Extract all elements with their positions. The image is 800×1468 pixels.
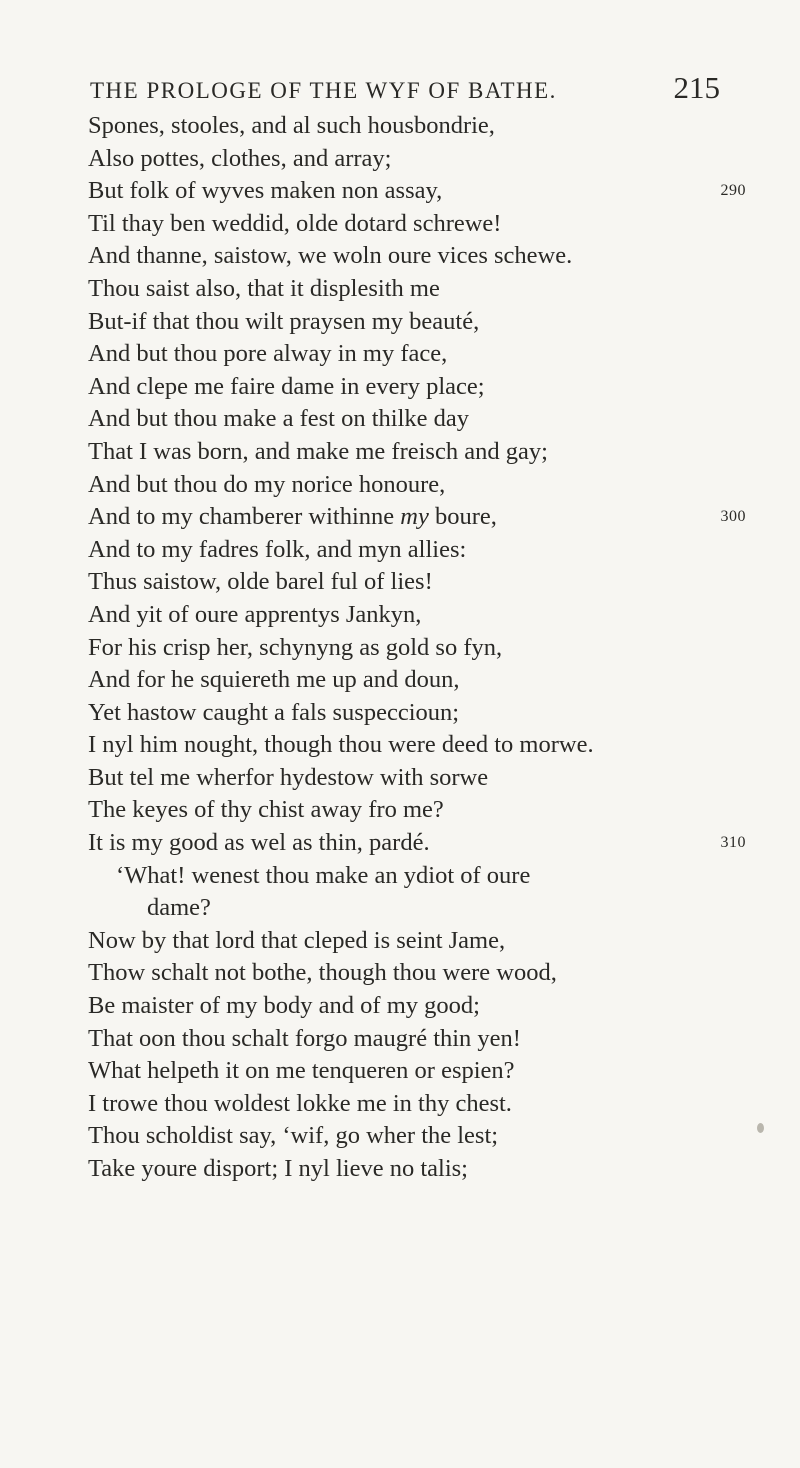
verse-line-italic: my — [400, 503, 429, 531]
verse-line-text: And but thou make a fest on thilke day — [88, 405, 470, 433]
verse-line-text: Thus saistow, olde barel ful of lies! — [88, 568, 433, 596]
verse-line-text: Thow schalt not bothe, though thou were wood, — [88, 959, 557, 987]
verse-line-text: It is my good as wel as thin, pardé. — [88, 829, 430, 857]
verse-line — [88, 110, 713, 143]
verse-text — [88, 110, 746, 1186]
verse-line-text: Thou scholdist say, ‘wif, go wher the lest; — [88, 1122, 499, 1150]
verse-line-text: Til thay ben weddid, olde dotard schrewe! — [88, 209, 502, 237]
verse-line-text: boure, — [428, 503, 497, 531]
verse-line — [88, 143, 713, 176]
verse-line-text: ‘What! wenest thou make an ydiot of oure — [116, 861, 531, 889]
verse-line — [88, 273, 713, 306]
verse-line-text: Take youre disport; I nyl lieve no talis; — [88, 1155, 468, 1182]
paper-speck — [757, 1123, 764, 1133]
verse-line — [88, 403, 713, 436]
verse-line — [88, 1055, 713, 1088]
verse-line — [88, 469, 713, 502]
verse-line — [88, 925, 713, 958]
verse-line — [88, 1088, 713, 1121]
line-number: 300 — [720, 508, 746, 526]
verse-line-text: And to my chamberer withinne — [88, 503, 401, 531]
verse-line-text: And clepe me faire dame in every place; — [88, 372, 485, 400]
running-head — [90, 70, 720, 106]
verse-line-text: Spones, stooles, and al such housbondrie, — [88, 112, 495, 139]
verse-line — [88, 729, 713, 762]
verse-line-text: And for he squiereth me up and doun, — [88, 666, 460, 694]
line-number: 290 — [720, 182, 746, 200]
verse-line-text: The keyes of thy chist away fro me? — [88, 796, 444, 824]
verse-line — [88, 794, 713, 827]
verse-line-text: But tel me wherfor hydestow with sorwe — [88, 763, 489, 791]
verse-line-text: I nyl him nought, though thou were deed to morwe. — [88, 731, 594, 759]
verse-line-text: That oon thou schalt forgo maugré thin yen! — [88, 1024, 521, 1052]
running-title: THE PROLOGE OF THE WYF OF BATHE. — [90, 78, 557, 103]
verse-line-text: And yit of oure apprentys Jankyn, — [88, 600, 422, 628]
verse-line-text: And to my fadres folk, and myn allies: — [88, 535, 467, 563]
verse-line — [88, 762, 713, 795]
verse-line — [88, 1023, 713, 1056]
verse-line-text: For his crisp her, schynyng as gold so fyn, — [88, 633, 503, 661]
verse-line — [88, 1153, 713, 1186]
verse-line — [88, 697, 713, 730]
verse-line-text: And but thou pore alway in my face, — [88, 340, 448, 368]
verse-line — [88, 664, 713, 697]
verse-line — [88, 208, 713, 241]
verse-line — [88, 501, 746, 534]
verse-line — [88, 371, 713, 404]
verse-line — [88, 990, 713, 1023]
page-number: 215 — [673, 70, 720, 105]
verse-line-text: But folk of wyves maken non assay, — [88, 177, 443, 205]
verse-line — [88, 175, 746, 208]
verse-line — [88, 534, 713, 567]
verse-line-text: Now by that lord that cleped is seint Jame, — [88, 926, 506, 954]
verse-line — [88, 892, 713, 925]
line-number: 310 — [720, 834, 746, 852]
verse-line-text: I trowe thou woldest lokke me in thy chest. — [88, 1089, 512, 1117]
verse-line — [88, 240, 713, 273]
verse-line-text: Also pottes, clothes, and array; — [88, 144, 392, 172]
verse-line — [88, 957, 713, 990]
verse-line — [88, 1120, 713, 1153]
verse-line — [88, 827, 746, 860]
verse-line — [88, 338, 713, 371]
verse-line — [88, 306, 713, 339]
verse-line-text: And but thou do my norice honoure, — [88, 470, 446, 498]
verse-line-text: dame? — [147, 894, 211, 922]
verse-line-text: Yet hastow caught a fals suspeccioun; — [88, 698, 460, 726]
verse-line — [88, 566, 713, 599]
verse-line — [88, 436, 713, 469]
verse-line — [88, 860, 713, 893]
verse-line-text: Be maister of my body and of my good; — [88, 992, 480, 1020]
verse-line-text: What helpeth it on me tenqueren or espien? — [88, 1057, 515, 1085]
verse-line-text: That I was born, and make me freisch and gay; — [88, 437, 548, 465]
verse-line-text: Thou saist also, that it displesith me — [88, 274, 440, 302]
verse-line-text: But-if that thou wilt praysen my beauté, — [88, 307, 480, 335]
verse-line-text: And thanne, saistow, we woln oure vices schewe. — [88, 242, 573, 270]
verse-line — [88, 599, 713, 632]
verse-line — [88, 632, 713, 665]
